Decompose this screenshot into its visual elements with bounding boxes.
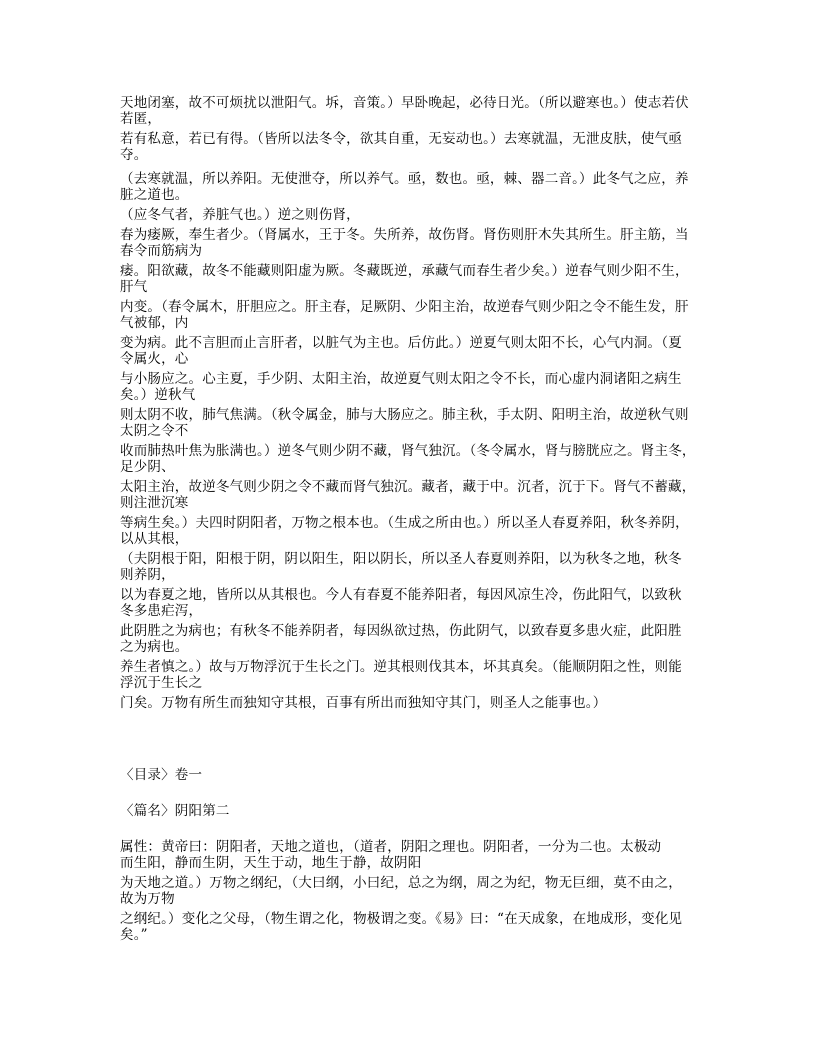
text-line: 变为病。此不言胆而止言肝者，以脏气为主也。后仿此。）逆夏气则太阳不长，心气内洞。（夏 (120, 335, 682, 351)
text-line: 等病生矣。）夫四时阴阳者，万物之根本也。（生成之所由也。）所以圣人春夏养阳，秋冬养阴， (120, 515, 689, 531)
chapter-heading: 〈篇名〉阴阳第二 (120, 803, 230, 819)
text-line: 以为春夏之地，皆所以从其根也。今人有春夏不能养阳者，每因风凉生冷，伤此阳气，以致秋 (120, 587, 682, 603)
text-line: 收而肺热叶焦为胀满也。）逆冬气则少阴不藏，肾气独沉。（冬令属水，肾与膀胱应之。肾主冬， (120, 443, 696, 459)
text-line: 以从其根， (120, 531, 189, 547)
text-line: 春令而筋病为 (120, 243, 203, 259)
text-line: 痿。阳欲藏，故冬不能藏则阳虚为厥。冬藏既逆，承藏气而春生者少矣。）逆春气则少阳不生， (120, 263, 689, 279)
text-line: 则太阴不收，肺气焦满。（秋令属金，肺与大肠应之。肺主秋，手太阴、阳明主治，故逆秋气则 (120, 407, 689, 423)
text-line: 若匿， (120, 111, 162, 127)
text-line: 春为痿厥，奉生者少。（肾属水，王于冬。失所养，故伤肾。肾伤则肝木失其所生。肝主筋，当 (120, 227, 689, 243)
text-line: （应冬气者，养脏气也。）逆之则伤肾， (120, 207, 360, 223)
text-line: 冬多患疟泻， (120, 603, 203, 619)
text-line: （夫阴根于阳，阳根于阴，阴以阳生，阳以阴长，所以圣人春夏则养阳，以为秋冬之地，秋冬 (120, 551, 682, 567)
text-line: 气被郁，内 (120, 315, 189, 331)
text-line: 而生阳，静而生阴，天生于动，地生于静，故阴阳 (120, 855, 422, 871)
text-line: （去寒就温，所以养阳。无使泄夺，所以养气。亟，数也。亟，棘、器二音。）此冬气之应，养 (120, 171, 689, 187)
text-line: 此阴胜之为病也；有秋冬不能养阴者，每因纵欲过热，伤此阴气，以致春夏多患火症，此阳胜 (120, 623, 682, 639)
text-line: 太阳主治，故逆冬气则少阴之令不藏而肾气独沉。藏者，藏于中。沉者，沉于下。肾气不蓄藏， (120, 479, 696, 495)
text-line: 则养阴， (120, 567, 175, 583)
text-line: 为天地之道。）万物之纲纪，（大曰纲，小曰纪，总之为纲，周之为纪，物无巨细，莫不由之， (120, 875, 682, 891)
text-line: 令属火，心 (120, 351, 189, 367)
text-line: 足少阴、 (120, 459, 175, 475)
text-line: 若有私意，若已有得。（皆所以法冬令，欲其自重，无妄动也。）去寒就温，无泄皮肤，使气亟 (120, 131, 682, 147)
text-line: 矣。” (120, 927, 148, 943)
text-line: 则注泄沉寒 (120, 495, 189, 511)
text-line: 肝气 (120, 279, 148, 295)
text-line: 太阴之令不 (120, 423, 189, 439)
text-line: 之为病也。 (120, 639, 189, 655)
text-line: 浮沉于生长之 (120, 675, 203, 691)
text-line: 养生者慎之。）故与万物浮沉于生长之门。逆其根则伐其本，坏其真矣。（能顺阴阳之性，则能 (120, 659, 682, 675)
text-line: 属性：黄帝曰：阴阳者，天地之道也，（道者，阴阳之理也。阴阳者，一分为二也。太极动 (120, 839, 662, 855)
text-line: 之纲纪。）变化之父母，（物生谓之化，物极谓之变。《易》曰：“在天成象，在地成形，变化见 (120, 911, 683, 927)
text-line: 夺。 (120, 147, 148, 163)
text-line: 天地闭塞，故不可烦扰以泄阳气。坼，音策。）早卧晚起，必待日光。（所以避寒也。）使志若伏 (120, 95, 689, 111)
text-line: 矣。）逆秋气 (120, 387, 196, 403)
text-line: 门矣。万物有所生而独知守其根，百事有所出而独知守其门，则圣人之能事也。） (120, 695, 607, 711)
catalog-heading: 〈目录〉卷一 (120, 767, 203, 783)
text-line: 内变。（春令属木，肝胆应之。肝主春，足厥阴、少阳主治，故逆春气则少阳之令不能生发，肝 (120, 299, 689, 315)
text-line: 与小肠应之。心主夏，手少阴、太阳主治，故逆夏气则太阳之令不长，而心虚内洞诸阳之病生 (120, 371, 682, 387)
text-line: 故为万物 (120, 891, 175, 907)
text-line: 脏之道也。 (120, 187, 189, 203)
